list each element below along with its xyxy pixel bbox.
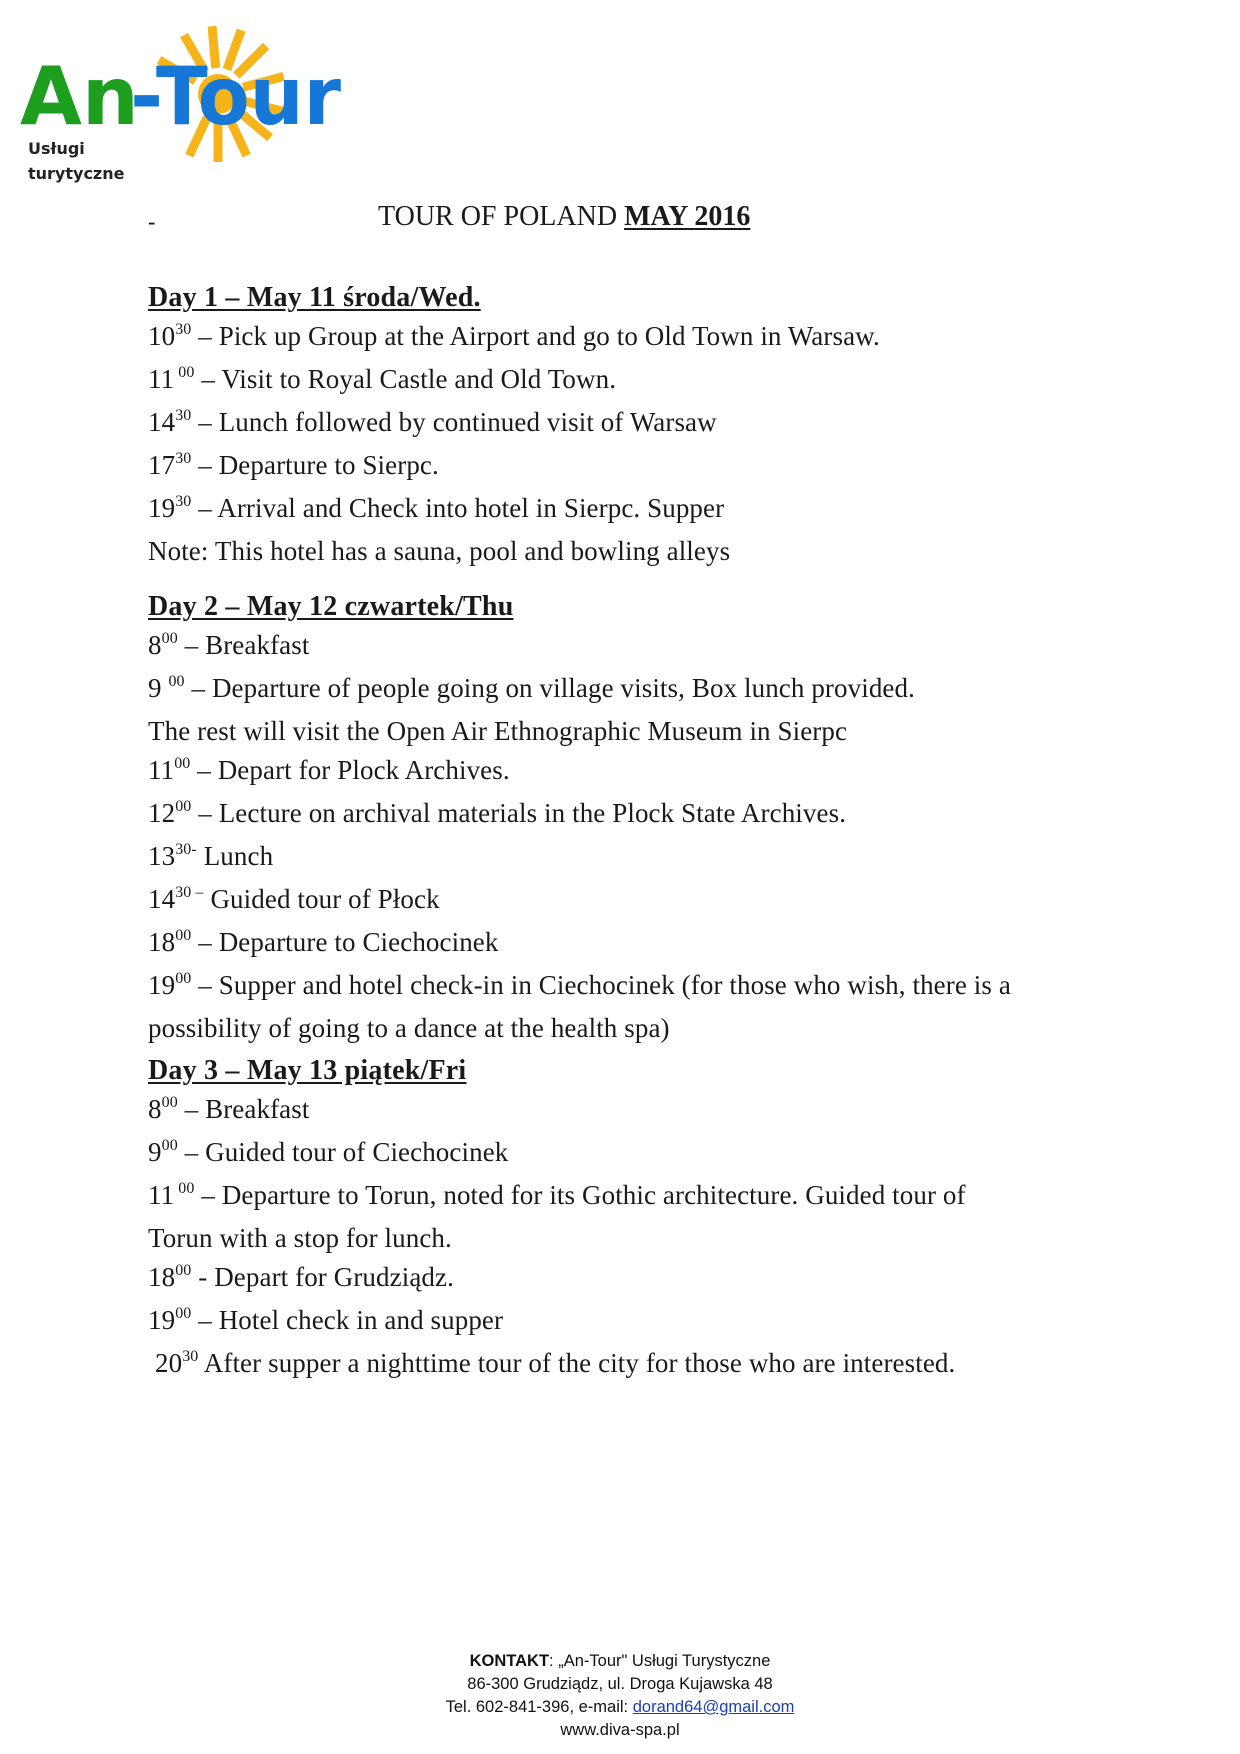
footer-contact-line <box>0 1650 1240 1673</box>
time-hour: 8 <box>148 1094 162 1124</box>
schedule-item <box>148 489 1148 532</box>
schedule-item <box>148 751 1148 794</box>
schedule-item <box>148 1219 1148 1258</box>
logo-brand-an: An <box>20 50 139 143</box>
logo-subtitle-line2: turytyczne <box>28 164 125 183</box>
time-minutes: 00 <box>175 798 192 815</box>
logo <box>18 26 348 186</box>
footer-website[interactable]: www.diva-spa.pl <box>560 1721 680 1739</box>
activity-text: Note: This hotel has a sauna, pool and bowling alleys <box>148 536 731 566</box>
time-hour: 12 <box>148 798 176 828</box>
activity-text: – Arrival and Check into hotel in Sierpc. Supper <box>191 493 725 523</box>
time-hour: 14 <box>148 407 176 437</box>
time-hour: 19 <box>148 493 176 523</box>
time-hour: 9 <box>148 1137 162 1167</box>
activity-text: The rest will visit the Open Air Ethnographic Museum in Sierpc <box>148 716 848 746</box>
activity-text: – Hotel check in and supper <box>191 1305 504 1335</box>
activity-text: After supper a nighttime tour of the city for those who are interested. <box>198 1348 956 1378</box>
time-minutes: 00 <box>168 673 185 690</box>
time-hour: 18 <box>148 1262 176 1292</box>
schedule-item <box>148 1133 1148 1176</box>
time-minutes: 30- <box>175 841 197 858</box>
activity-text: Guided tour of Płock <box>203 884 440 914</box>
activity-text: – Depart for Plock Archives. <box>190 755 510 785</box>
activity-text: – Supper and hotel check-in in Ciechocinek (for those who wish, there is a <box>191 970 1011 1000</box>
page-title <box>378 203 750 231</box>
day-3-section <box>148 1051 1148 1387</box>
schedule-item <box>148 403 1148 446</box>
day-2-section <box>148 587 1148 1048</box>
schedule-item <box>148 446 1148 489</box>
schedule-item <box>148 923 1148 966</box>
time-minutes: 00 <box>175 1305 192 1322</box>
schedule-list <box>148 317 1148 571</box>
time-minutes: 30 <box>175 321 192 338</box>
time-minutes: 00 <box>175 1262 192 1279</box>
logo-brand-tour: Tour <box>156 50 342 143</box>
time-hour: 10 <box>148 321 176 351</box>
time-minutes: 00 <box>174 364 195 381</box>
schedule-item <box>148 317 1148 360</box>
day-heading: Day 2 – May 12 czwartek/Thu <box>148 591 514 622</box>
activity-text: Torun with a stop for lunch. <box>148 1223 452 1253</box>
schedule-list <box>148 626 1148 1048</box>
activity-text: – Breakfast <box>177 630 310 660</box>
logo-brand-dash: - <box>130 50 164 143</box>
time-minutes: 30 <box>182 1348 199 1365</box>
contact-company: : „An-Tour" Usługi Turystyczne <box>549 1652 771 1670</box>
schedule-item <box>148 360 1148 403</box>
title-date: MAY 2016 <box>624 201 751 232</box>
day-heading: Day 3 – May 13 piątek/Fri <box>148 1055 467 1086</box>
time-hour: 11 <box>148 364 175 394</box>
time-hour: 11 <box>148 755 175 785</box>
contact-label: KONTAKT <box>469 1652 550 1670</box>
time-minutes: 00 <box>161 1094 178 1111</box>
activity-text: possibility of going to a dance at the health spa) <box>148 1013 670 1043</box>
activity-text: – Pick up Group at the Airport and go to Old Town in Warsaw. <box>191 321 880 351</box>
time-minutes: 00 <box>174 755 191 772</box>
activity-text: – Lunch followed by continued visit of Warsaw <box>191 407 717 437</box>
schedule-item <box>148 1301 1148 1344</box>
schedule-item <box>148 837 1148 880</box>
activity-text: – Guided tour of Ciechocinek <box>177 1137 509 1167</box>
time-hour: 8 <box>148 630 162 660</box>
activity-text: – Departure to Sierpc. <box>191 450 439 480</box>
time-minutes: 00 <box>161 630 178 647</box>
schedule-item <box>148 1090 1148 1133</box>
time-hour: 14 <box>148 884 176 914</box>
schedule-item <box>148 880 1148 923</box>
logo-subtitle-line1: Usługi <box>28 139 85 158</box>
day-1-section <box>148 278 1148 571</box>
time-hour: 20 <box>155 1348 183 1378</box>
activity-text: – Departure to Ciechocinek <box>191 927 499 957</box>
time-minutes: 30 <box>175 493 192 510</box>
schedule-item <box>148 1009 1148 1048</box>
activity-text: Lunch <box>196 841 274 871</box>
time-hour: 19 <box>148 970 176 1000</box>
time-minutes: 30 <box>175 450 192 467</box>
activity-text: – Departure of people going on village visits, Box lunch provided. <box>184 673 915 703</box>
time-minutes: 00 <box>161 1137 178 1154</box>
activity-text: – Visit to Royal Castle and Old Town. <box>194 364 617 394</box>
time-hour: 13 <box>148 841 176 871</box>
contact-footer <box>0 1650 1240 1742</box>
email-link[interactable]: dorand64@gmail.com <box>632 1698 795 1716</box>
time-hour: 19 <box>148 1305 176 1335</box>
time-hour: 18 <box>148 927 176 957</box>
footer-phone-line <box>0 1696 1240 1719</box>
schedule-item <box>148 1344 1148 1387</box>
activity-text: – Lecture on archival materials in the Plock State Archives. <box>191 798 847 828</box>
activity-text: - Depart for Grudziądz. <box>191 1262 454 1292</box>
footer-address: 86-300 Grudziądz, ul. Droga Kujawska 48 <box>467 1675 773 1693</box>
time-hour: 9 <box>148 673 169 703</box>
schedule-item <box>148 626 1148 669</box>
activity-text: – Breakfast <box>177 1094 310 1124</box>
schedule-item <box>148 966 1148 1009</box>
time-hour: 11 <box>148 1180 175 1210</box>
schedule-item <box>148 1176 1148 1219</box>
sun-logo-graphic <box>18 26 348 186</box>
header-dash: - <box>148 209 156 234</box>
day-heading: Day 1 – May 11 środa/Wed. <box>148 282 481 313</box>
schedule-item <box>148 794 1148 837</box>
time-minutes: 30 <box>175 407 192 424</box>
schedule-item <box>148 532 1148 571</box>
schedule-list <box>148 1090 1148 1387</box>
time-minutes: 00 <box>175 970 192 987</box>
schedule-item <box>148 1258 1148 1301</box>
footer-phone: Tel. 602-841-396, e-mail: <box>445 1698 633 1716</box>
time-minutes: 30 – <box>175 884 204 901</box>
time-minutes: 00 <box>175 927 192 944</box>
time-minutes: 00 <box>174 1180 195 1197</box>
activity-text: – Departure to Torun, noted for its Gothic architecture. Guided tour of <box>194 1180 966 1210</box>
schedule-item <box>148 712 1148 751</box>
title-plain: TOUR OF POLAND <box>378 201 625 232</box>
schedule-item <box>148 669 1148 712</box>
time-hour: 17 <box>148 450 176 480</box>
